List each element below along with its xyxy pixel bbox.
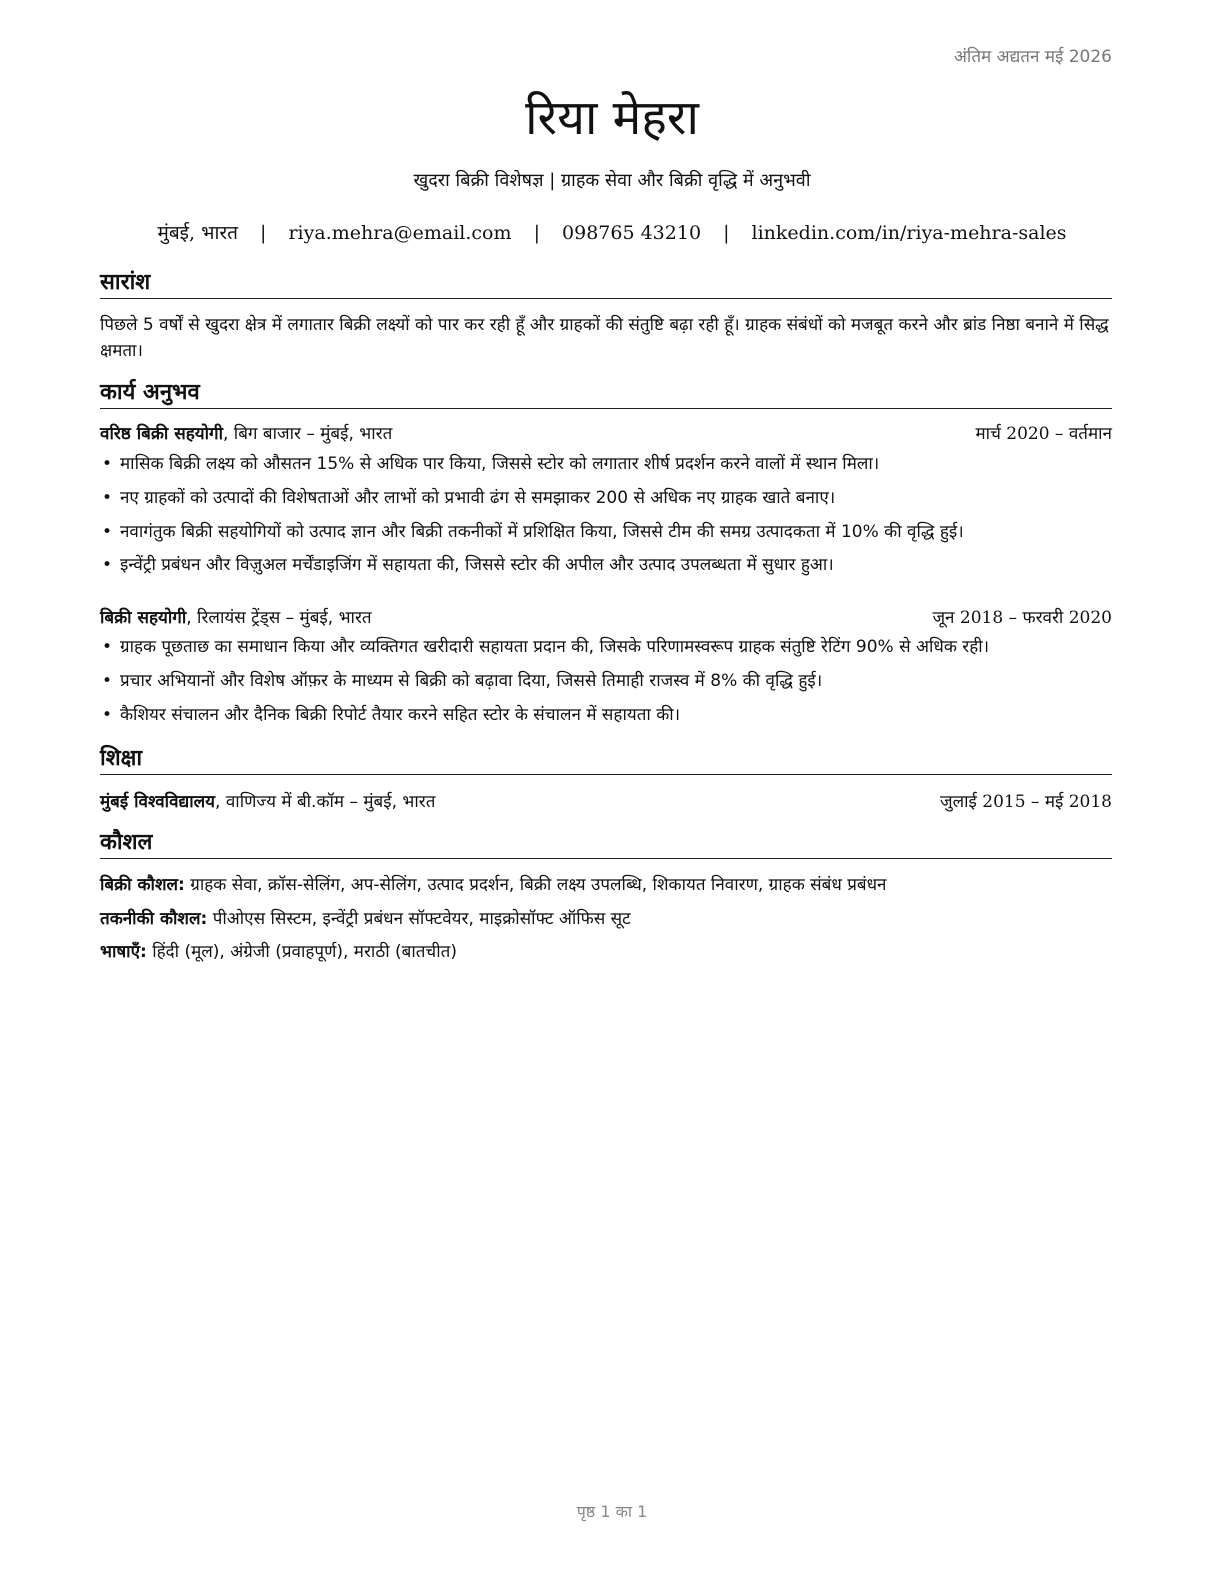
skill-row [100, 940, 1112, 964]
list-item-text: मासिक बिक्री लक्ष्य को औसतन 15% से अधिक पार किया, जिससे स्टोर को लगातार शीर्ष प्रदर्शन करने वालों में स्थान मिला। [120, 454, 880, 474]
job-title: वरिष्ठ बिक्री सहयोगी [100, 424, 223, 444]
job-title-line [100, 422, 392, 446]
page-number: पृष्ठ 1 का 1 [576, 1502, 648, 1521]
section-heading-education: शिक्षा [100, 746, 1112, 775]
list-item-text: नवागंतुक बिक्री सहयोगियों को उत्पाद ज्ञान और बिक्री तकनीकों में प्रशिक्षित किया, जिससे टीम की समग्र उत्पादकता में 10% की वृद्धि हुई। [120, 522, 964, 542]
list-item-text: ग्राहक पूछताछ का समाधान किया और व्यक्तिगत खरीदारी सहायता प्रदान की, जिसके परिणामस्वरूप ग्राहक संतुष्टि रेटिंग 90% से अधिक रही। [120, 637, 990, 657]
bullet-icon: • [102, 454, 113, 474]
skill-row [100, 873, 1112, 897]
contact-email[interactable]: riya.mehra@email.com [288, 222, 512, 244]
bullet-icon: • [102, 637, 113, 657]
bullet-icon: • [102, 555, 113, 575]
education-dates: जुलाई 2015 – मई 2018 [939, 792, 1112, 812]
degree-text: , वाणिज्य में बी.कॉम – मुंबई, भारत [215, 792, 436, 812]
bullet-icon: • [102, 705, 113, 725]
skill-row [100, 907, 1112, 931]
contact-phone: 098765 43210 [562, 222, 702, 244]
candidate-name: रिया मेहरा [525, 90, 699, 146]
list-item [100, 635, 1112, 659]
bullet-icon: • [102, 488, 113, 508]
list-item [100, 520, 1112, 544]
skill-value: पीओएस सिस्टम, इन्वेंट्री प्रबंधन सॉफ्टवेयर, माइक्रोसॉफ्ट ऑफिस सूट [207, 909, 631, 929]
summary-text: पिछले 5 वर्षों से खुदरा क्षेत्र में लगातार बिक्री लक्ष्यों को पार कर रही हूँ और ग्राहकों की संतुष्टि बढ़ा रही हूँ। ग्राहक संबंधों को मजबूत करने और ब्रांड निष्ठा बनाने में सिद्ध क्षमता। [100, 315, 1109, 361]
tagline: खुदरा बिक्री विशेषज्ञ | ग्राहक सेवा और बिक्री वृद्धि में अनुभवी [413, 170, 811, 191]
job-dates: मार्च 2020 – वर्तमान [975, 424, 1112, 444]
job-title: बिक्री सहयोगी [100, 608, 187, 628]
education-entry [100, 790, 1112, 814]
list-item [100, 553, 1112, 577]
section-heading-summary: सारांश [100, 270, 1112, 299]
job-header [100, 422, 1112, 446]
list-item-text: कैशियर संचालन और दैनिक बिक्री रिपोर्ट तैयार करने सहित स्टोर के संचालन में सहायता की। [120, 705, 681, 725]
bullet-icon: • [102, 671, 113, 691]
job-org: , रिलायंस ट्रेंड्स – मुंबई, भारत [186, 608, 372, 628]
section-heading-experience: कार्य अनुभव [100, 380, 1112, 409]
contact-location: मुंबई, भारत [157, 222, 238, 244]
job-org: , बिग बाजार – मुंबई, भारत [222, 424, 393, 444]
bullet-icon: • [102, 522, 113, 542]
job-dates: जून 2018 – फरवरी 2020 [932, 608, 1112, 628]
contact-separator: | [533, 222, 540, 244]
list-item [100, 703, 1112, 727]
school-name: मुंबई विश्वविद्यालय [100, 792, 216, 812]
list-item-text: इन्वेंट्री प्रबंधन और विज़ुअल मर्चेंडाइजिंग में सहायता की, जिससे स्टोर की अपील और उत्पाद उपलब्धता में सुधार हुआ। [120, 555, 834, 575]
last-updated-note: अंतिम अद्यतन मई 2026 [953, 47, 1112, 67]
skill-label: बिक्री कौशल: [100, 875, 185, 895]
contact-separator: | [260, 222, 267, 244]
skill-label: तकनीकी कौशल: [100, 909, 208, 929]
education-line [100, 790, 435, 814]
job-header [100, 606, 1112, 630]
contact-line [0, 219, 1224, 245]
list-item-text: नए ग्राहकों को उत्पादों की विशेषताओं और लाभों को प्रभावी ढंग से समझाकर 200 से अधिक नए ग्राहक खाते बनाए। [120, 488, 836, 508]
skill-label: भाषाएँ: [100, 942, 147, 962]
skill-value: हिंदी (मूल), अंग्रेजी (प्रवाहपूर्ण), मराठी (बातचीत) [146, 942, 457, 962]
list-item-text: प्रचार अभियानों और विशेष ऑफ़र के माध्यम से बिक्री को बढ़ावा दिया, जिससे तिमाही राजस्व में 8% की वृद्धि हुई। [120, 671, 823, 691]
list-item [100, 486, 1112, 510]
section-heading-skills: कौशल [100, 830, 1112, 859]
list-item [100, 452, 1112, 476]
job-title-line [100, 606, 372, 630]
skill-value: ग्राहक सेवा, क्रॉस-सेलिंग, अप-सेलिंग, उत्पाद प्रदर्शन, बिक्री लक्ष्य उपलब्धि, शिकायत निवारण, ग्राहक संबंध प्रबंधन [184, 875, 887, 895]
contact-linkedin[interactable]: linkedin.com/in/riya-mehra-sales [751, 222, 1067, 244]
contact-separator: | [723, 222, 730, 244]
list-item [100, 669, 1112, 693]
